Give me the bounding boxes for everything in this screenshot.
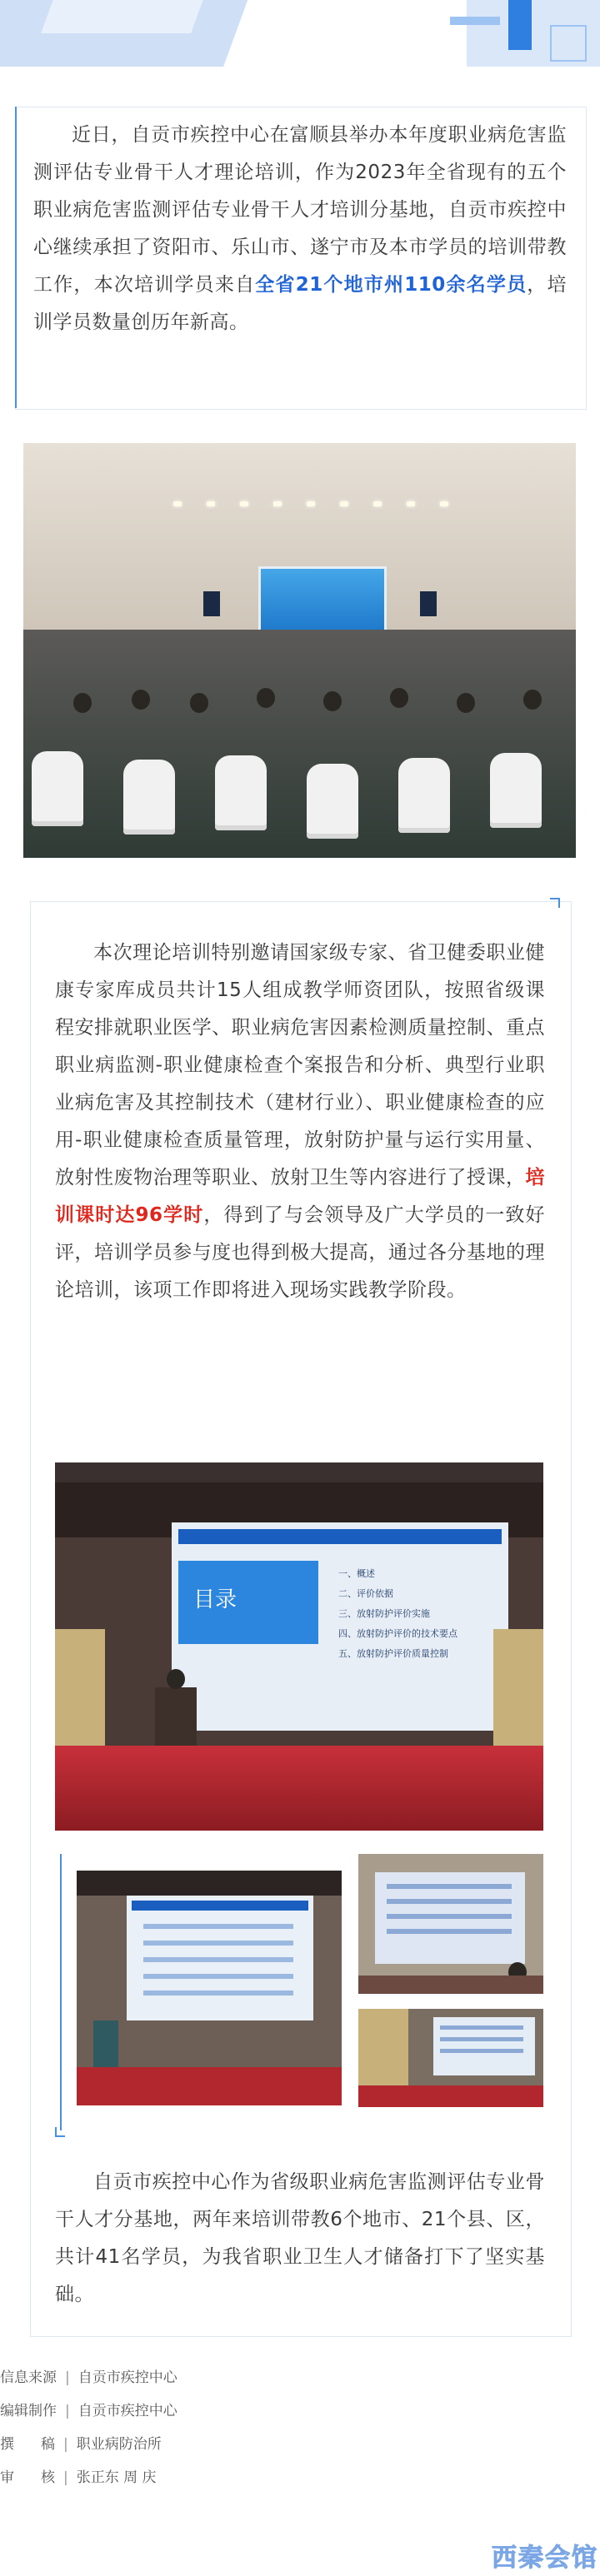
collage-photo-large: [77, 1871, 342, 2105]
details-text-b: ，得到了与会领导及广大学员的一致好评，培训学员参与度也得到极大提高，通过各分基地的理论培训，该项工作即将进入现场实践教学阶段。: [55, 1204, 545, 1301]
slide-menu-item: 一、概述: [338, 1568, 375, 1579]
credit-key: 审核: [0, 2469, 55, 2486]
slide-menu-item: 四、放射防护评价的技术要点: [338, 1628, 458, 1639]
slide-screen: [172, 1522, 508, 1731]
credit-value: 职业病防治所: [76, 2436, 162, 2453]
slide-menu-list: [338, 1564, 458, 1664]
credit-key: 撰稿: [0, 2436, 55, 2453]
credit-value: 张正东 周 庆: [76, 2469, 157, 2486]
details-paragraph: [55, 934, 545, 1309]
credit-row: 撰稿 | 职业病防治所: [0, 2432, 600, 2465]
lecture-photo: [55, 1462, 543, 1831]
credit-value: 自贡市疾控中心: [78, 2369, 178, 2386]
details-highlight: 培训课时达96学时: [55, 1167, 545, 1226]
intro-paragraph: [33, 117, 567, 341]
collage-photo-top-right: [358, 1854, 543, 1994]
header-decoration: [0, 0, 600, 83]
summary-paragraph: 自贡市疾控中心作为省级职业病危害监测评估专业骨干人才分基地，两年来培训带教6个地市、21个县、区，共计41名学员，为我省职业卫生人才储备打下了坚实基础。: [55, 2171, 545, 2305]
credit-row: 编辑制作 | 自贡市疾控中心: [0, 2403, 178, 2419]
slide-menu-item: 五、放射防护评价质量控制: [338, 1648, 448, 1659]
details-text-a: 本次理论培训特别邀请国家级专家、省卫健委职业健康专家库成员共计15人组成教学师资团队，按照省级课程安排就职业医学、职业病危害因素检测质量控制、重点职业病监测-职业健康检查个案报告和分析、典型行业职业病危害及其控制技术（建材行业）、职业健康检查的应用-职业健康检查质量管理，放射防护量与运行实用量、放射性废物治理等职业、放射卫生等内容进行了授课，: [55, 942, 545, 1188]
credit-key: 编辑制作: [0, 2403, 57, 2419]
intro-card-accent: [15, 107, 17, 408]
training-hall-photo: [23, 443, 576, 858]
credit-row: 审核 | 张正东 周 庆: [0, 2465, 600, 2499]
collage-photo-bottom-right: [358, 2009, 543, 2107]
credits: [0, 2365, 600, 2499]
intro-text-a: 近日，自贡市疾控中心在富顺县举办本年度职业病危害监测评估专业骨干人才理论培训，作为2023年全省现有的五个职业病危害监测评估专业骨干人才培训分基地，自贡市疾控中心继续承担了资阳市、乐山市、遂宁市及本市学员的培训带教工作，本次培训学员来自: [33, 124, 567, 296]
slide-menu-title: 目录: [193, 1587, 238, 1612]
lectern: [155, 1687, 197, 1754]
slide-menu-item: 二、评价依据: [338, 1588, 393, 1599]
credit-value: 自贡市疾控中心: [78, 2403, 178, 2419]
watermark-logo: 西秦会馆: [492, 2544, 598, 2573]
credit-row: 信息来源 | 自贡市疾控中心: [0, 2369, 178, 2386]
credit-key: 信息来源: [0, 2369, 57, 2386]
intro-highlight: 全省21个地市州110余名学员: [255, 274, 528, 296]
slide-menu-item: 三、放射防护评价实施: [338, 1608, 430, 1619]
intro-text-b: ，培训学员数量创历年新高。: [33, 274, 568, 333]
photo-collage-frame: [60, 1854, 62, 2130]
